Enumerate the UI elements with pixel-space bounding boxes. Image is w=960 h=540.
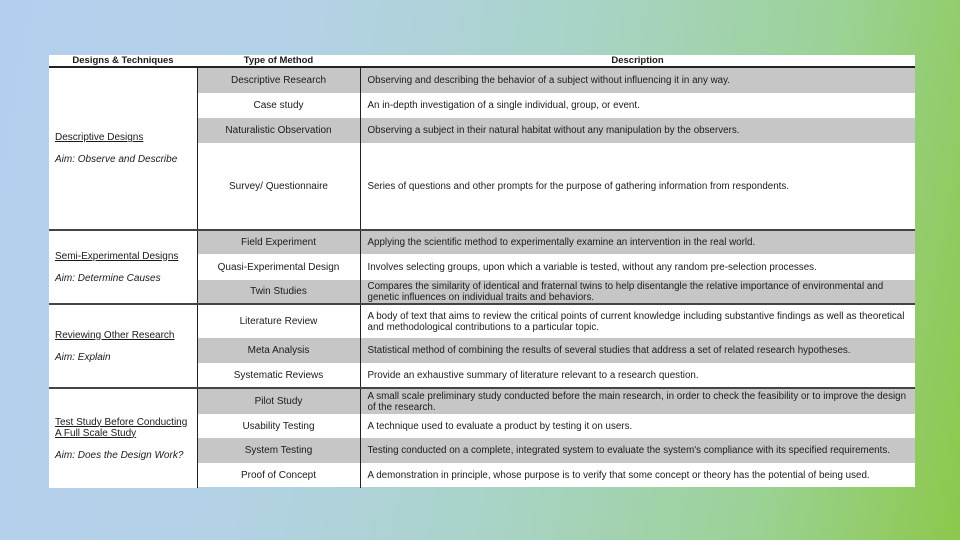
category-aim: Aim: Does the Design Work? [55,449,184,461]
category-title: Descriptive Designs [55,132,144,143]
description-cell: Testing conducted on a complete, integrated system to evaluate the system's compliance with its specified requirements. [360,438,915,463]
method-cell: Literature Review [197,304,360,338]
category-aim: Aim: Explain [55,351,111,363]
description-cell: Involves selecting groups, upon which a variable is tested, without any random pre-selection processes. [367,261,817,273]
method-cell: Pilot Study [197,388,360,414]
method-cell: Naturalistic Observation [197,118,360,143]
description-cell: Statistical method of combining the results of several studies that address a set of related research hypotheses. [360,338,915,363]
category-cell-reviewing [49,304,197,388]
header-designs-techniques: Designs & Techniques [49,55,197,67]
method-cell: Meta Analysis [197,338,360,363]
description-cell: A small scale preliminary study conducted before the main research, in order to check the feasibility or to improve the design of the research. [360,388,915,414]
category-cell-test-study [49,388,197,488]
table-row [49,230,915,254]
method-cell: Systematic Reviews [197,363,360,388]
table-header-row [49,55,915,67]
category-aim: Aim: Determine Causes [55,272,161,284]
research-methods-table [49,55,915,488]
method-cell: Survey/ Questionnaire [197,143,360,230]
description-cell: A body of text that aims to review the critical points of current knowledge including substantive findings as well as theoretical and methodological contributions to a particular topic. [360,304,915,338]
research-methods-table-slide [49,55,915,487]
category-cell-semi-experimental [49,230,197,304]
method-cell: Quasi-Experimental Design [197,254,360,280]
method-cell: Field Experiment [197,230,360,254]
description-cell: Compares the similarity of identical and fraternal twins to help disentangle the relative importance of environmental and genetic influences on individual traits and behaviors. [360,280,915,304]
category-title: Reviewing Other Research [55,329,175,341]
category-cell-descriptive [49,67,197,230]
header-type-of-method: Type of Method [197,55,360,67]
method-cell: Proof of Concept [197,463,360,488]
description-cell: A technique used to evaluate a product by testing it on users. [367,420,633,432]
method-cell: System Testing [197,438,360,463]
method-cell: Descriptive Research [197,67,360,93]
category-title: Test Study Before Conducting A Full Scale Study [55,416,188,439]
table-row [49,304,915,338]
method-cell: Usability Testing [197,414,360,438]
method-cell: Case study [197,93,360,118]
table-row [49,388,915,414]
header-description: Description [360,55,915,67]
description-cell: A demonstration in principle, whose purpose is to verify that some concept or theory has the potential of being used. [367,470,870,481]
description-cell: Applying the scientific method to experimentally examine an intervention in the real world. [360,230,915,254]
method-cell: Twin Studies [197,280,360,304]
description-cell: An in-depth investigation of a single individual, group, or event. [367,100,640,111]
description-cell: Observing and describing the behavior of a subject without influencing it in any way. [360,67,915,93]
table-row [49,67,915,93]
category-aim: Aim: Observe and Describe [55,154,178,165]
category-title: Semi-Experimental Designs [55,250,179,262]
description-cell: Observing a subject in their natural habitat without any manipulation by the observers. [360,118,915,143]
description-cell: Series of questions and other prompts for the purpose of gathering information from respondents. [367,180,790,192]
description-cell: Provide an exhaustive summary of literature relevant to a research question. [367,369,699,381]
